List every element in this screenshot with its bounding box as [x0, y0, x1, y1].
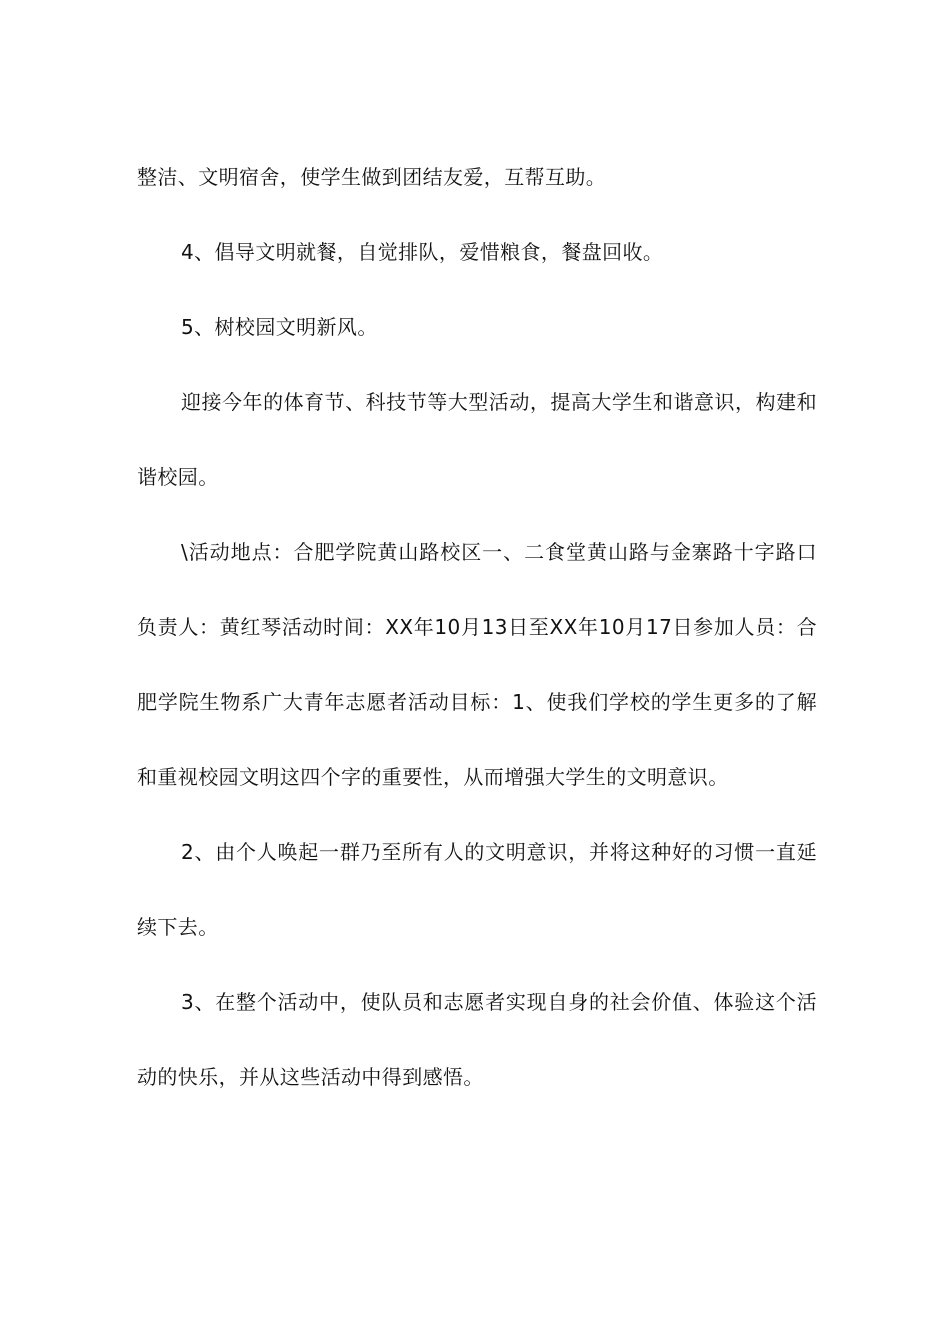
paragraph-goal-2: 2、由个人唤起一群乃至所有人的文明意识，并将这种好的习惯一直延续下去。	[137, 840, 817, 939]
paragraph-dormitory-continuation: 整洁、文明宿舍，使学生做到团结友爱，互帮互助。	[137, 165, 607, 189]
paragraph-goal-3: 3、在整个活动中，使队员和志愿者实现自身的社会价值、体验这个活动的快乐，并从这些活动中得到感悟。	[137, 990, 817, 1089]
document-body	[137, 140, 817, 1115]
paragraph-activity-details: \活动地点：合肥学院黄山路校区一、二食堂黄山路与金寨路十字路口负责人：黄红琴活动时间：XX年10月13日至XX年10月17日参加人员：合肥学院生物系广大青年志愿者活动目标：1、使我们学校的学生更多的了解和重视校园文明这四个字的重要性，从而增强大学生的文明意识。	[137, 540, 817, 789]
paragraph-item-4-dining: 4、倡导文明就餐，自觉排队，爱惜粮食，餐盘回收。	[181, 240, 664, 264]
paragraph-events: 迎接今年的体育节、科技节等大型活动，提高大学生和谐意识，构建和谐校园。	[137, 390, 817, 489]
paragraph-item-5-new-style: 5、树校园文明新风。	[181, 315, 378, 339]
